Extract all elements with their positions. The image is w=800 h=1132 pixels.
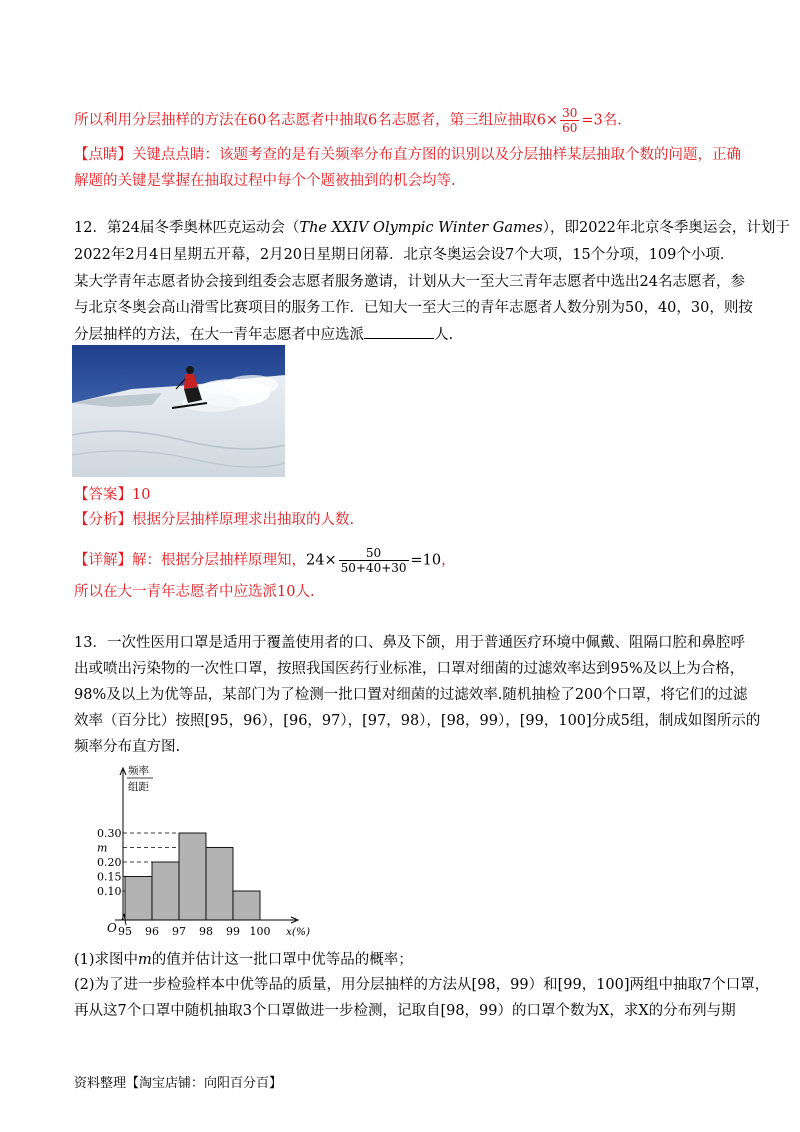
question-13-part2-line1: (2)为了进一步检验样本中优等品的质量，用分层抽样的方法从[98，99）和[99，100]两组中抽取7个口罩， (74, 977, 770, 993)
question-13-line4: 效率（百分比）按照[95，96），[96，97），[97，98），[98，99），[99，100]分成5组，制成如图所示的 (74, 713, 761, 729)
analysis-12: 【分析】根据分层抽样原理求出抽取的人数. (74, 512, 355, 528)
question-text-end: 人. (434, 327, 454, 343)
x-axis-label: x(%) (285, 926, 311, 938)
variable-m: m (138, 952, 152, 968)
detail-text-end: ， (441, 552, 456, 569)
question-13-line2: 出或喷出污染物的一次性口罩，按照我国医药行业标准，口罩对细菌的过滤效率达到95%及以上为合格， (74, 661, 745, 677)
question-12-line3: 某大学青年志愿者协会接到组委会志愿者服务邀请，计划从大一至大三青年志愿者中选出24名志愿者，参 (74, 274, 745, 290)
note-11-line2: 解题的关键是掌握在抽取过程中每个个题被抽到的机会均等. (74, 173, 456, 189)
histogram-bar (125, 877, 152, 921)
formula-coefficient: 24× (306, 552, 337, 569)
question-text: ），即2022年北京冬季奥运会，计划于 (542, 220, 790, 236)
question-12-line5 (74, 324, 453, 345)
x-tick-label: 100 (249, 925, 271, 938)
formula-result: =10 (410, 552, 442, 569)
solution-text-end: 名. (602, 112, 622, 129)
question-12-line1 (74, 218, 790, 238)
histogram-bar (206, 848, 233, 921)
question-text: 分层抽样的方法，在大一青年志愿者中应选派 (74, 327, 364, 343)
x-tick-label: 95 (118, 925, 132, 938)
histogram-bar (152, 862, 179, 920)
conclusion-12: 所以在大一青年志愿者中应选派10人. (74, 584, 315, 600)
solution-11-line (74, 106, 622, 135)
question-text: 的值并估计这一批口罩中优等品的概率； (151, 952, 413, 968)
formula-result: =3 (581, 112, 603, 129)
question-13-part2-line2: 再从这7个口罩中随机抽取3个口罩做进一步检测，记取自[98，99）的口罩个数为X，求X的分布列与期 (74, 1003, 736, 1019)
y-axis-label-bottom: 组距 (128, 781, 149, 793)
y-tick-label: 0.30 (97, 827, 122, 840)
y-tick-label: 0.10 (97, 885, 122, 898)
question-13-part1 (74, 950, 413, 970)
frequency-histogram (68, 762, 318, 951)
question-13-line1: 13．一次性医用口罩是适用于覆盖使用者的口、鼻及下颌，用于普通医疗环境中佩戴、阻隔口腔和鼻腔呼 (74, 635, 745, 651)
y-tick-label: 0.15 (97, 870, 122, 884)
histogram-bar (233, 891, 260, 920)
question-text: 12．第24届冬季奥林匹克运动会（ (74, 220, 300, 236)
note-11-line1: 【点睛】关键点点睛：该题考查的是有关频率分布直方图的识别以及分层抽样某层抽取个数的问题，正确 (74, 147, 741, 163)
y-tick-label: 0.20 (97, 856, 122, 869)
question-13-line5: 频率分布直方图. (74, 739, 181, 755)
fraction (560, 106, 579, 135)
fraction-numerator: 50 (339, 546, 409, 561)
question-12-line2: 2022年2月4日星期五开幕，2月20日星期日闭幕．北京冬奥运会设7个大项，15个分项，109个小项． (74, 247, 735, 263)
x-tick-label: 99 (226, 925, 240, 938)
detail-text: 【详解】解：根据分层抽样原理知， (74, 552, 306, 569)
fraction (339, 546, 409, 575)
skier-illustration (72, 345, 285, 477)
histogram-bar (179, 833, 206, 920)
y-axis-label-top: 频率 (128, 765, 149, 777)
origin-label: O (107, 921, 117, 935)
question-12-line4: 与北京冬奥会高山滑雪比赛项目的服务工作．已知大一至大三的青年志愿者人数分别为50，40，30，则按 (74, 300, 753, 316)
formula-coefficient: 6× (536, 112, 559, 129)
question-13-line3: 98%及以上为优等品，某部门为了检测一批口置对细菌的过滤效率.随机抽检了200个口罩，将它们的过滤 (74, 687, 748, 703)
question-text: (1)求图中 (74, 952, 139, 968)
x-tick-label: 97 (172, 925, 186, 938)
histogram-svg (68, 762, 318, 947)
detail-12-line (74, 546, 456, 575)
skier-photo (72, 345, 285, 477)
x-tick-label: 98 (199, 925, 213, 938)
italic-title: The XXIV Olympic Winter Games (299, 220, 543, 236)
answer-blank (364, 324, 434, 339)
answer-12: 【答案】10 (74, 487, 151, 503)
footer-source: 资料整理【淘宝店铺：向阳百分百】 (74, 1076, 283, 1091)
solution-text: 所以利用分层抽样的方法在60名志愿者中抽取6名志愿者，第三组应抽取 (74, 112, 537, 129)
y-tick-label: m (97, 841, 108, 855)
fraction-denominator: 50+40+30 (340, 561, 407, 575)
fraction-numerator: 30 (562, 106, 578, 120)
fraction-denominator: 60 (562, 121, 578, 135)
x-tick-label: 96 (145, 925, 159, 938)
